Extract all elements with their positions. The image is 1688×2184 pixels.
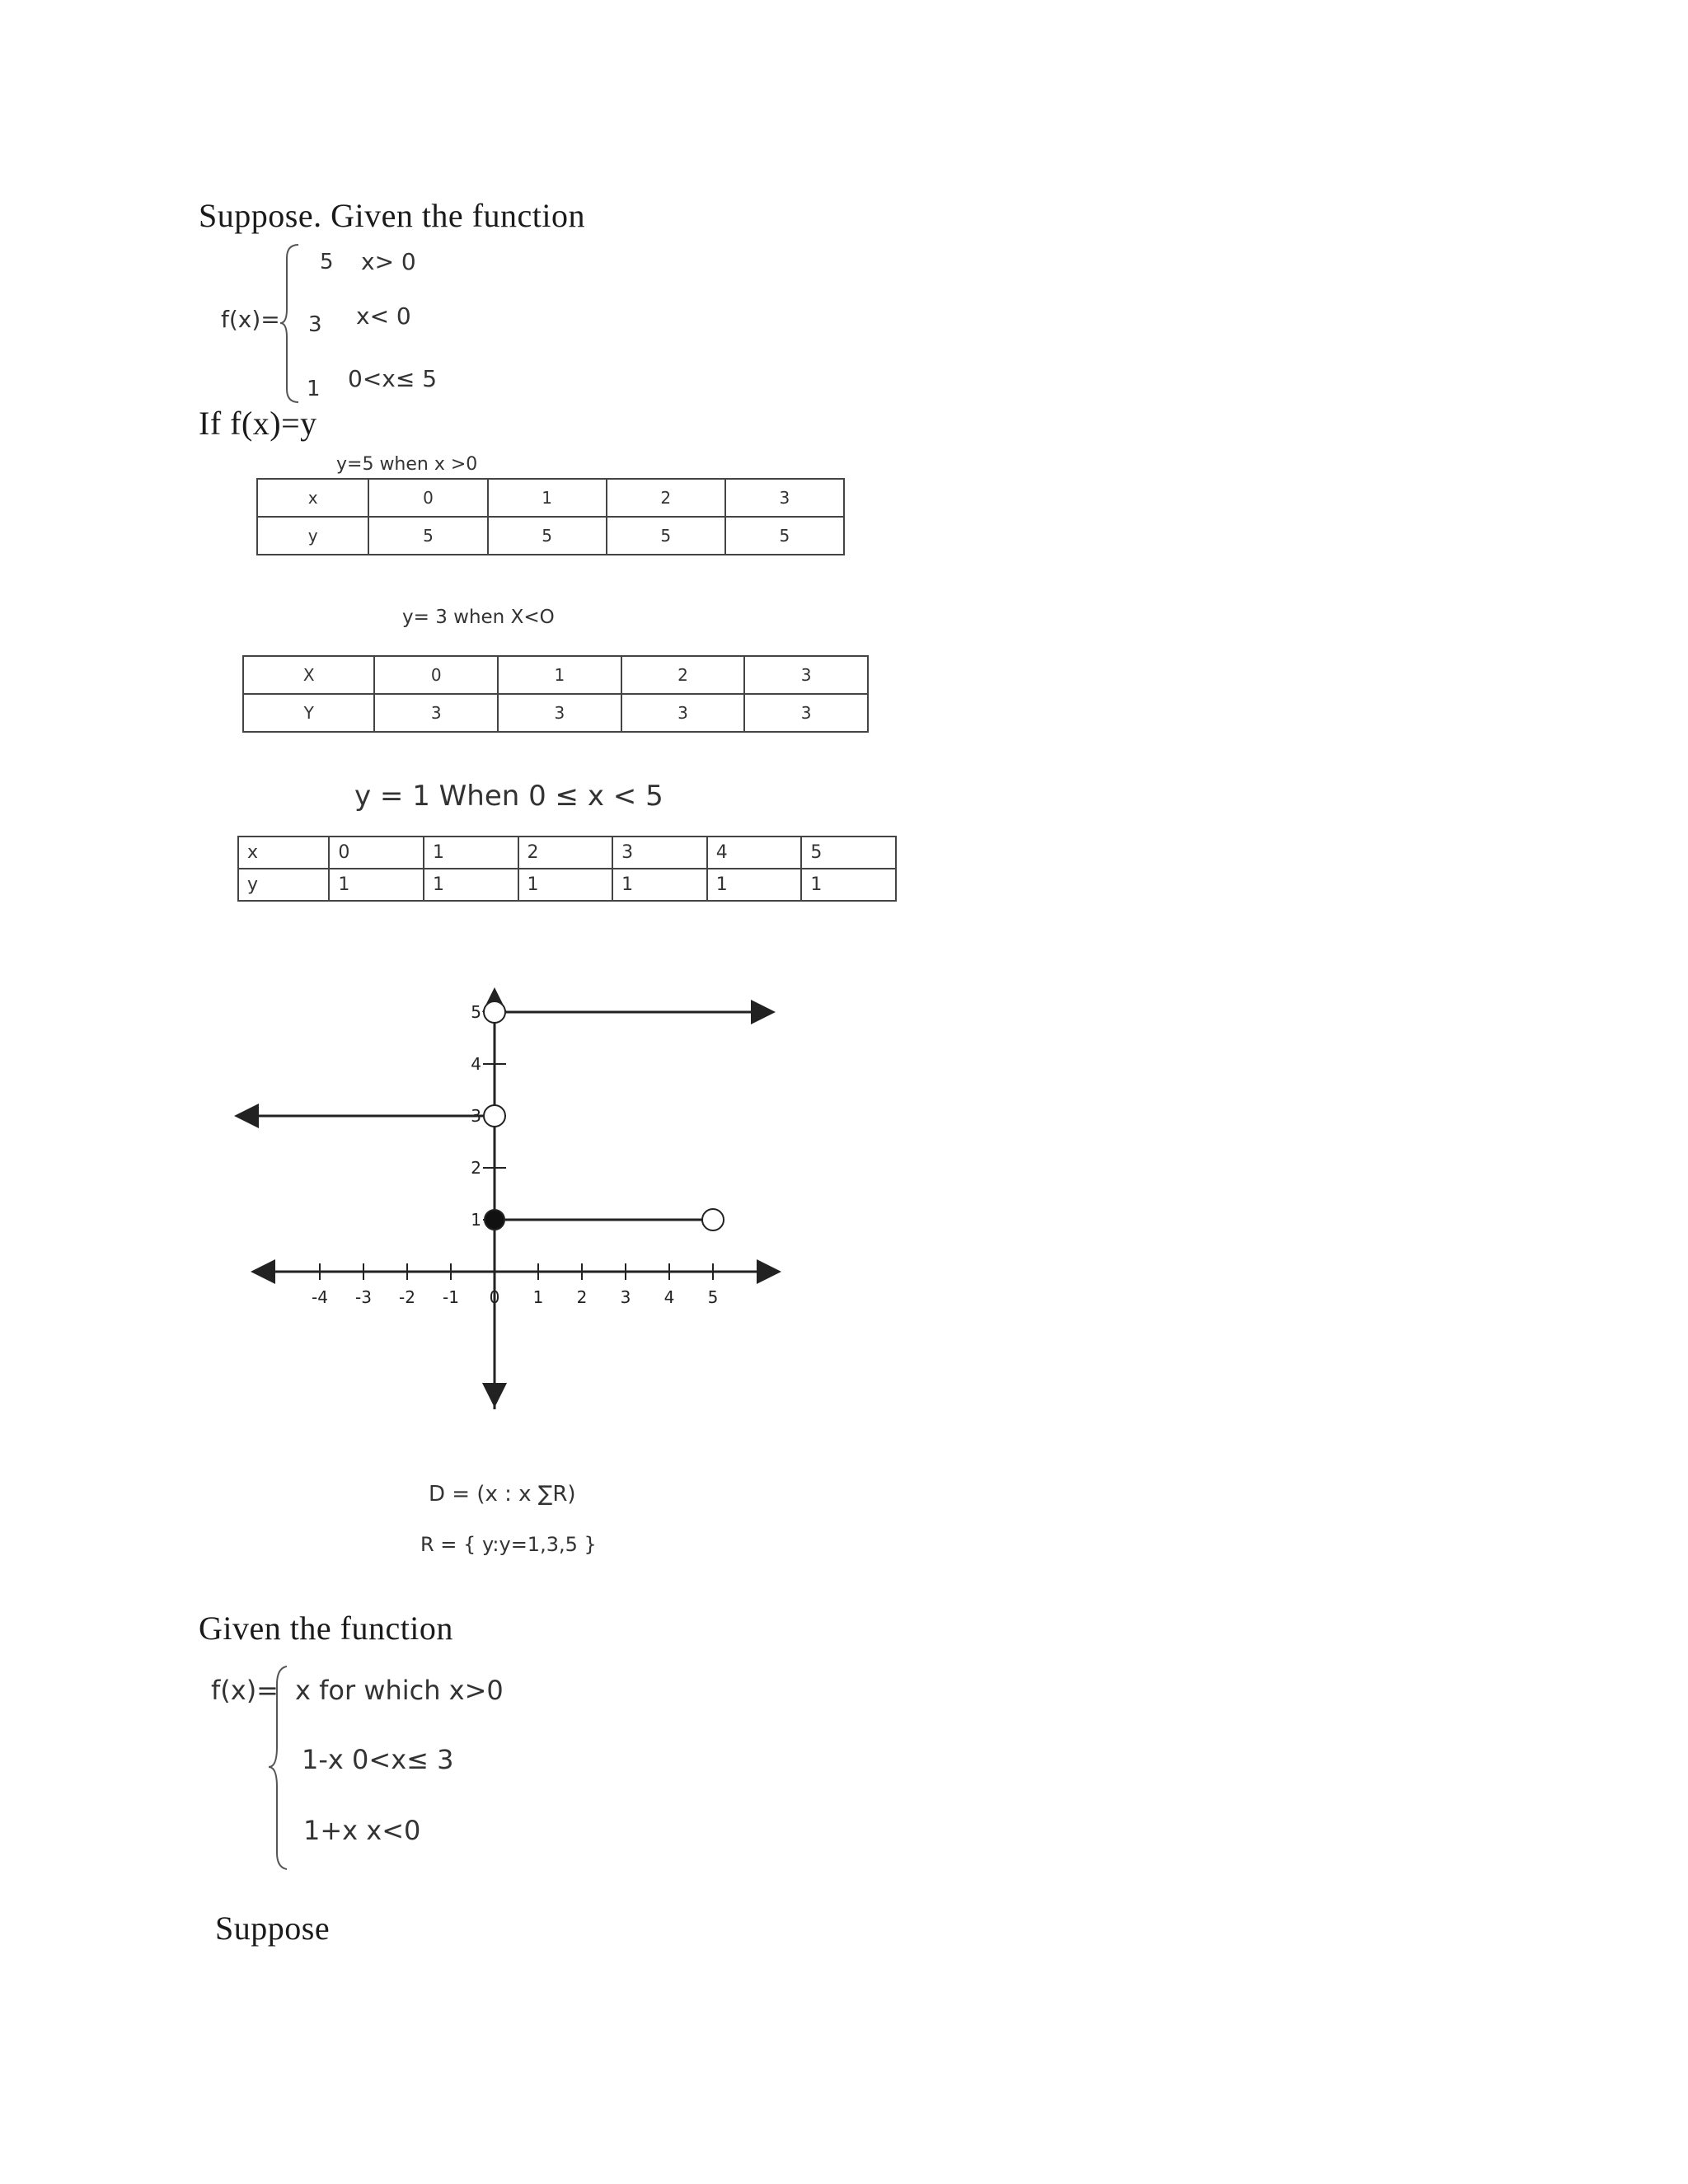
table-cell: X	[243, 656, 374, 694]
fx-label: f(x)=	[221, 306, 280, 333]
piecewise-function-2	[211, 1657, 557, 1863]
case2-3: 1+x x<0	[303, 1815, 421, 1846]
table-cell: 0	[374, 656, 498, 694]
table-cell: Y	[243, 694, 374, 732]
closed-point	[485, 1210, 504, 1230]
case2-1: x for which x>0	[295, 1675, 504, 1706]
x-tick-label: -1	[443, 1287, 459, 1307]
table-cell: 5	[607, 517, 725, 555]
piecewise-function-1	[214, 243, 478, 408]
x-tick-label: 4	[663, 1287, 675, 1307]
case-2-condition: x< 0	[356, 302, 411, 330]
x-tick-label: -3	[355, 1287, 372, 1307]
table-cell: 3	[744, 656, 868, 694]
table-cell: 5	[368, 517, 487, 555]
table-cell: 3	[374, 694, 498, 732]
table-row	[257, 517, 844, 555]
x-tick-label: 2	[576, 1287, 588, 1307]
table-cell: 3	[725, 479, 844, 517]
given-function-text: Given the function	[199, 1610, 453, 1647]
case-1-value: 5	[320, 250, 334, 274]
x-tick-label: 1	[532, 1287, 544, 1307]
table-cell: 1	[518, 869, 613, 901]
table-row	[238, 869, 896, 901]
table-cell: y	[238, 869, 329, 901]
piecewise-graph	[223, 981, 799, 1418]
table2-caption: y= 3 when X<O	[402, 607, 555, 628]
table1-caption: y=5 when x >0	[336, 454, 478, 475]
table-cell: 1	[488, 479, 607, 517]
open-point	[702, 1209, 724, 1230]
closing-suppose: Suppose	[215, 1910, 331, 1947]
table-cell: 5	[725, 517, 844, 555]
table-cell: 2	[621, 656, 745, 694]
table-y3	[242, 655, 869, 733]
case2-2: 1-x 0<x≤ 3	[302, 1744, 454, 1775]
case-2-value: 3	[308, 312, 322, 337]
table-cell: 5	[488, 517, 607, 555]
x-tick-label: -2	[399, 1287, 415, 1307]
y-tick-label: 3	[471, 1106, 481, 1126]
y-tick-label: 1	[471, 1210, 481, 1230]
table-cell: 5	[801, 837, 896, 869]
table-cell: 1	[424, 837, 518, 869]
y-tick-label: 4	[471, 1054, 481, 1074]
left-brace	[279, 243, 303, 404]
table-row	[243, 656, 868, 694]
graph-segments	[239, 1001, 771, 1230]
table-cell: 1	[498, 656, 621, 694]
case-3-condition: 0<x≤ 5	[348, 365, 438, 392]
table-cell: 1	[329, 869, 424, 901]
table-cell: 0	[368, 479, 487, 517]
case-3-value: 1	[307, 377, 321, 401]
table-cell: 3	[498, 694, 621, 732]
domain-text: D = (x : x ∑R)	[429, 1482, 576, 1507]
range-text: R = { y:y=1,3,5 }	[420, 1533, 597, 1556]
open-point	[484, 1105, 505, 1127]
table-cell: 1	[801, 869, 896, 901]
table-cell: 2	[607, 479, 725, 517]
x-tick-label: 3	[620, 1287, 631, 1307]
table-cell: 4	[707, 837, 802, 869]
table-cell: 3	[621, 694, 745, 732]
y-tick-label: 5	[471, 1002, 481, 1022]
open-point	[484, 1001, 505, 1023]
table-cell: 3	[744, 694, 868, 732]
table-cell: x	[238, 837, 329, 869]
intro-text: Suppose. Given the function	[199, 197, 585, 234]
x-tick-label: -4	[312, 1287, 328, 1307]
table-y5	[256, 478, 845, 555]
fx2-label: f(x)=	[211, 1675, 279, 1706]
table-row	[243, 694, 868, 732]
table-cell: 1	[424, 869, 518, 901]
x-tick-label: 0	[489, 1287, 500, 1307]
if-line: If f(x)=y	[199, 405, 317, 442]
table-row	[257, 479, 844, 517]
table-cell: 1	[612, 869, 707, 901]
table-cell: y	[257, 517, 368, 555]
table-row	[238, 837, 896, 869]
table-cell: x	[257, 479, 368, 517]
x-tick-label: 5	[707, 1287, 719, 1307]
x-ticks	[312, 1263, 718, 1307]
table-y1	[237, 836, 897, 902]
left-brace-2	[267, 1665, 292, 1871]
table-cell: 2	[518, 837, 613, 869]
table-cell: 0	[329, 837, 424, 869]
table-cell: 1	[707, 869, 802, 901]
table3-caption: y = 1 When 0 ≤ x < 5	[354, 780, 663, 813]
y-tick-label: 2	[471, 1158, 481, 1178]
case-1-condition: x> 0	[361, 248, 416, 275]
table-cell: 3	[612, 837, 707, 869]
